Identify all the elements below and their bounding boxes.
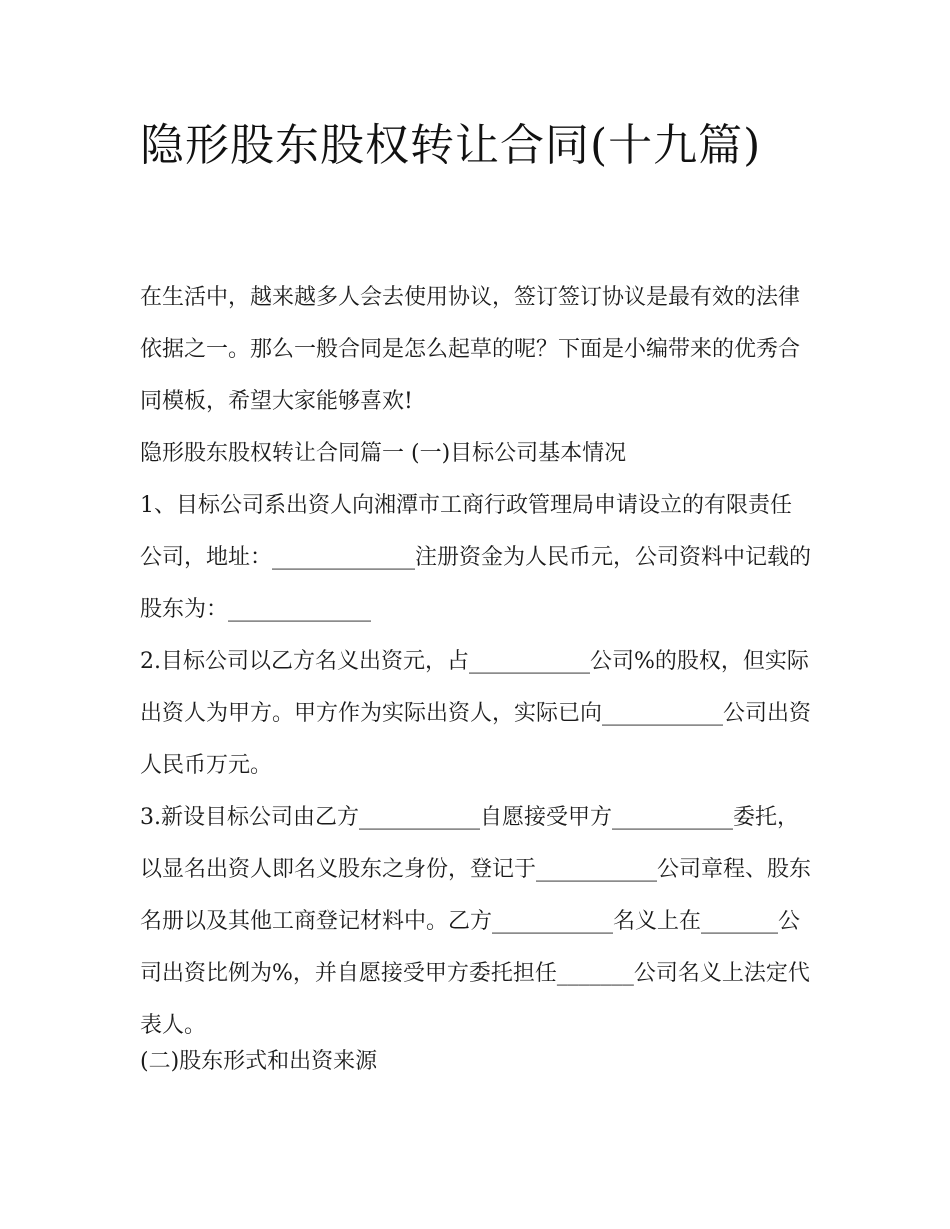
- clause-2: 2.目标公司以乙方名义出资元，占___________公司%的股权，但实际出资人为甲方。甲方作为实际出资人，实际已向___________公司出资人民币万元。: [140, 649, 812, 778]
- clause-3: 3.新设目标公司由乙方___________自愿接受甲方___________委托，以显名出资人即名义股东之身份，登记于___________公司章程、股东名册以及其他工商登记材料中。乙方___________名义上在_______公司出资比例为%，并自愿接受甲方委托担任_______公司名义上法定代表人。: [140, 805, 812, 1038]
- intro-paragraph: 在生活中，越来越多人会去使用协议，签订签订协议是最有效的法律依据之一。那么一般合同是怎么起草的呢？下面是小编带来的优秀合同模板，希望大家能够喜欢!: [140, 285, 801, 414]
- document-title: 隐形股东股权转让合同(十九篇): [140, 120, 762, 171]
- clause-1: 1、目标公司系出资人向湘潭市工商行政管理局申请设立的有限责任公司，地址：_____________注册资金为人民币元，公司资料中记载的股东为：_____________: [140, 493, 812, 622]
- section-heading-1: 隐形股东股权转让合同篇一 (一)目标公司基本情况: [140, 441, 627, 466]
- section-heading-2: (二)股东形式和出资来源: [140, 1049, 378, 1074]
